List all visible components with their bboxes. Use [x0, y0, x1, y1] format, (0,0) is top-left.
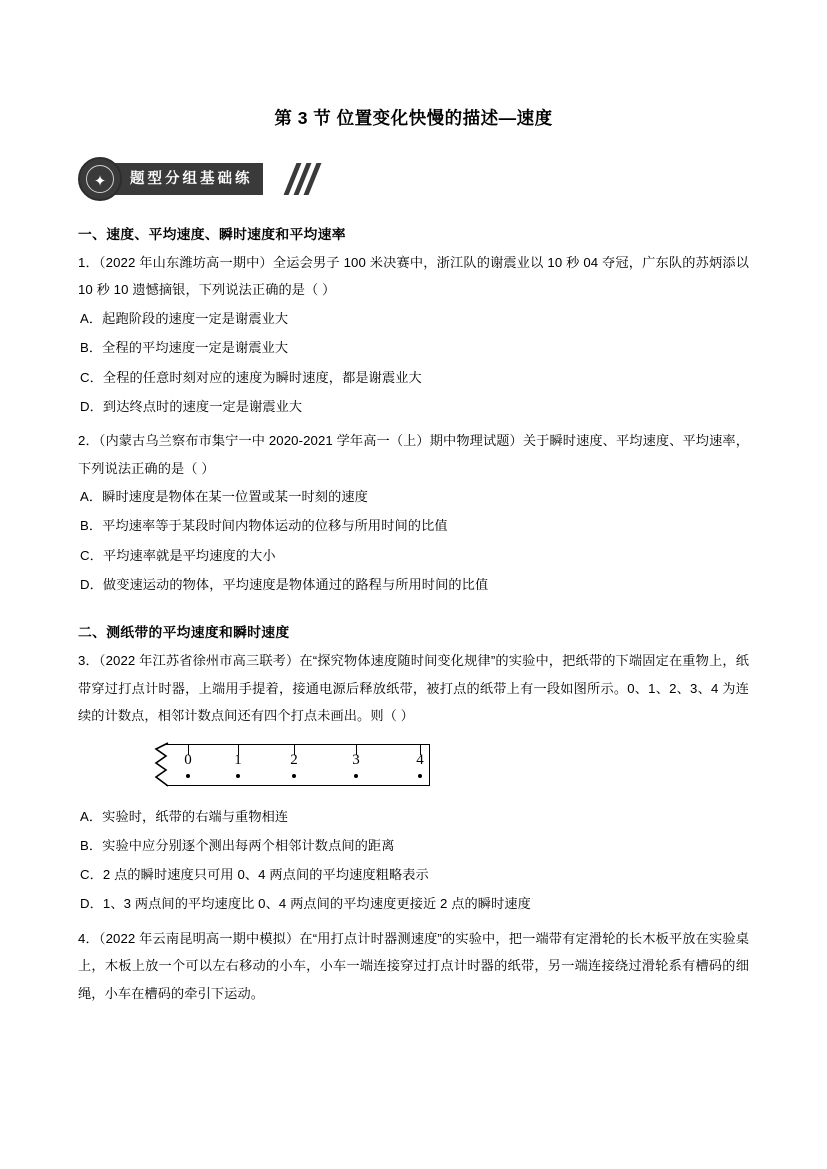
question-option: C．2 点的瞬时速度只可用 0、4 两点间的平均速度粗略表示 [80, 867, 429, 883]
tape-label: 3 [352, 751, 360, 768]
question-option: D．做变速运动的物体，平均速度是物体通过的路程与所用时间的比值 [80, 576, 489, 592]
tape-torn-edge-icon [152, 742, 170, 788]
tape-dot [418, 774, 422, 778]
question-option: A．瞬时速度是物体在某一位置或某一时刻的速度 [80, 489, 368, 504]
question-option: C．平均速率就是平均速度的大小 [80, 547, 276, 563]
question-option: B．全程的平均速度一定是谢震业大 [80, 340, 289, 356]
page-title: 第 3 节 位置变化快慢的描述—速度 [274, 108, 553, 128]
section-heading-1: 一、速度、平均速度、瞬时速度和平均速率 [78, 227, 346, 242]
section-banner [78, 157, 749, 201]
tape-label: 0 [184, 751, 192, 768]
paper-tape-diagram [152, 740, 430, 790]
question-option: B．实验中应分别逐个测出每两个相邻计数点间的距离 [80, 837, 395, 853]
ribbon-tail [288, 163, 322, 195]
tape-top-edge [166, 744, 430, 745]
medallion-glyph: ✦ [93, 172, 107, 190]
question-option: A．起跑阶段的速度一定是谢震业大 [80, 310, 289, 326]
tape-dot [354, 774, 358, 778]
question-option: B．平均速率等于某段时间内物体运动的位移与所用时间的比值 [80, 518, 448, 534]
tape-dot [186, 774, 190, 778]
figure-container [78, 740, 749, 798]
banner-medallion-icon [78, 157, 122, 201]
banner-label: 题型分组基础练 [100, 163, 263, 195]
question-option: D．到达终点时的速度一定是谢震业大 [80, 398, 303, 414]
tape-label: 1 [234, 751, 242, 768]
question-option: C．全程的任意时刻对应的速度为瞬时速度，都是谢震业大 [80, 369, 422, 385]
tape-dot [292, 774, 296, 778]
question-option: A．实验时，纸带的右端与重物相连 [80, 808, 289, 824]
tape-bottom-edge [166, 785, 430, 786]
section-heading-2: 二、测纸带的平均速度和瞬时速度 [78, 625, 290, 641]
tape-label: 4 [416, 751, 424, 768]
question-stem: 3．（2022 年江苏省徐州市高三联考）在“探究物体速度随时间变化规律”的实验中，把纸带的下端固定在重物上，纸带穿过打点计时器，上端用手提着，接通电源后释放纸带，被打点的纸带上有一段如图所示。0、1、2、3、4 为连续的计数点，相邻计数点间还有四个打点未画出。则（ ） [78, 653, 749, 724]
question-stem: 1．（2022 年山东潍坊高一期中）全运会男子 100 米决赛中，浙江队的谢震业以 10 秒 04 夺冠，广东队的苏炳添以 10 秒 10 遗憾摘银，下列说法正确的是（ ） [78, 255, 749, 298]
tape-right-edge [429, 744, 430, 786]
question-stem: 2．（内蒙古乌兰察布市集宁一中 2020-2021 学年高一（上）期中物理试题）关于瞬时速度、平均速度、平均速率，下列说法正确的是（ ） [78, 433, 749, 476]
question-stem: 4．（2022 年云南昆明高一期中模拟）在“用打点计时器测速度”的实验中，把一端带有定滑轮的长木板平放在实验桌上，木板上放一个可以左右移动的小车，小车一端连接穿过打点计时器的纸带，另一端连接绕过滑轮系有槽码的细绳，小车在槽码的牵引下运动。 [78, 930, 749, 1001]
tape-label: 2 [290, 751, 298, 768]
question-option: D．1、3 两点间的平均速度比 0、4 两点间的平均速度更接近 2 点的瞬时速度 [80, 896, 531, 912]
tape-dot [236, 774, 240, 778]
